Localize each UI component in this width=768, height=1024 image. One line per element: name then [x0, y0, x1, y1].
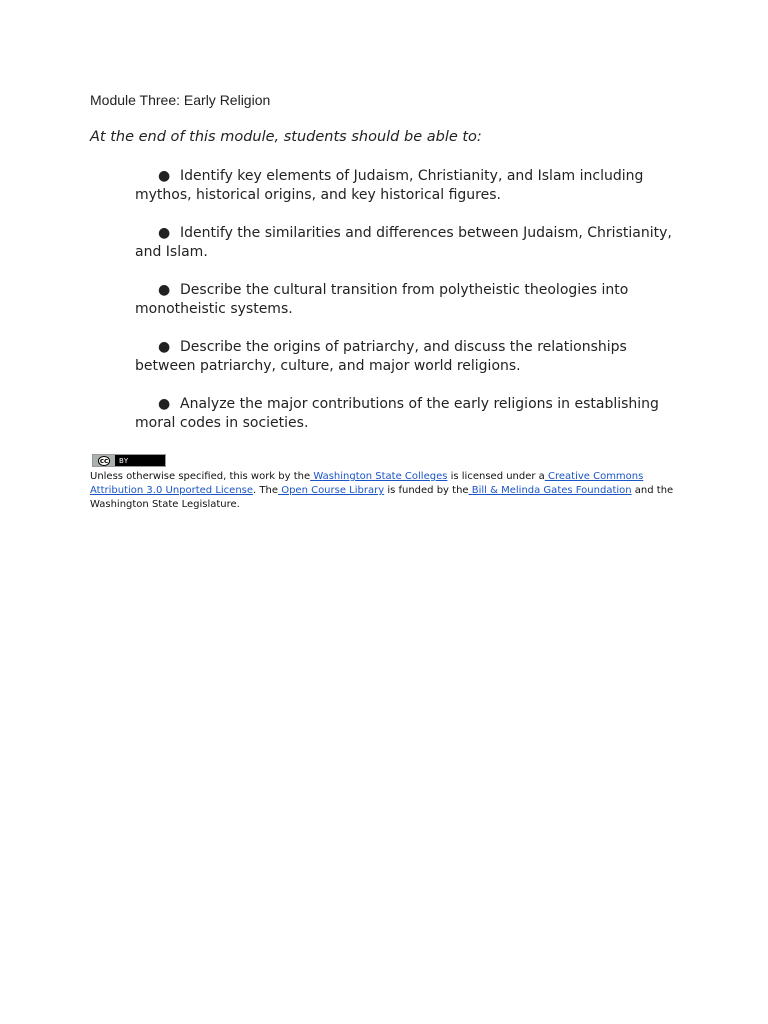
- creative-commons-license-link[interactable]: Creative Commons Attribution 3.0 Unported License: [90, 471, 644, 496]
- objective-text: Describe the origins of patriarchy, and discuss the relationships between patriarchy, culture, and major world religions.: [135, 339, 627, 374]
- objective-item: [135, 281, 680, 319]
- license-text: . The: [253, 485, 279, 496]
- bullet-icon: ●: [158, 339, 171, 355]
- bullet-icon: ●: [158, 396, 171, 412]
- license-text: and the Washington State Legislature.: [90, 485, 674, 510]
- cc-by-label: BY: [119, 456, 129, 465]
- open-course-library-link[interactable]: Open Course Library: [278, 485, 385, 496]
- objective-item: [135, 167, 680, 205]
- gates-foundation-link[interactable]: Bill & Melinda Gates Foundation: [468, 485, 632, 496]
- license-text: is funded by the: [384, 485, 469, 496]
- bullet-icon: ●: [158, 225, 171, 241]
- objective-text: Describe the cultural transition from polytheistic theologies into monotheistic systems.: [135, 282, 629, 317]
- objective-text: Identify the similarities and differences between Judaism, Christianity, and Islam.: [135, 225, 672, 260]
- module-title: Module Three: Early Religion: [90, 92, 271, 108]
- cc-by-license-icon[interactable]: [92, 454, 166, 467]
- objectives-intro: At the end of this module, students should be able to:: [90, 129, 482, 145]
- bullet-icon: ●: [158, 282, 171, 298]
- license-text: is licensed under a: [447, 471, 545, 482]
- objective-item: [135, 395, 680, 433]
- objective-item: [135, 338, 680, 376]
- washington-state-colleges-link[interactable]: Washington State Colleges: [310, 471, 448, 482]
- license-notice: [90, 470, 680, 512]
- objective-text: Identify key elements of Judaism, Christianity, and Islam including mythos, historical origins, and key historical figures.: [135, 168, 644, 203]
- bullet-icon: ●: [158, 168, 171, 184]
- objective-text: Analyze the major contributions of the early religions in establishing moral codes in societies.: [135, 396, 659, 431]
- cc-logo-icon: cc: [93, 455, 115, 466]
- objective-item: [135, 224, 680, 262]
- objectives-list: [135, 167, 680, 452]
- license-text: Unless otherwise specified, this work by the: [90, 471, 311, 482]
